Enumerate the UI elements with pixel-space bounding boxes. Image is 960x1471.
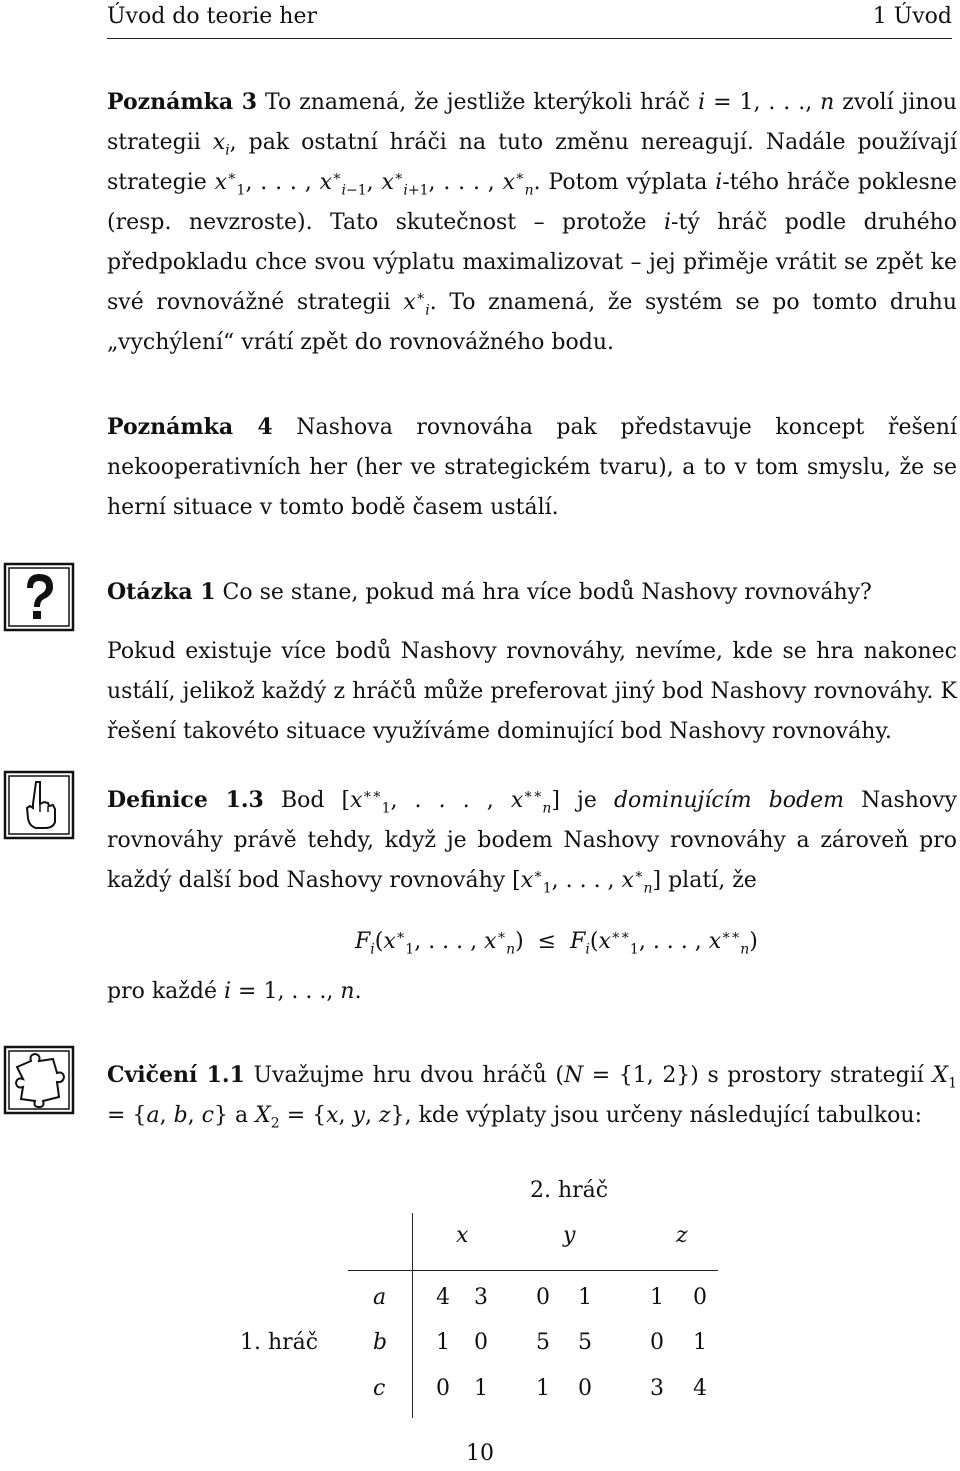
remark-3-label: Poznámka 3 bbox=[107, 89, 258, 115]
table-cell: 5 bbox=[536, 1330, 550, 1355]
remark-3: Poznámka 3 To znamená, že jestliže kterýkoli hráč i = 1, . . ., n zvolí jinou strategii $x_i$, pak ostatní hráči na tuto změnu nereagují. Nadále používají strategie $x^∗_1$, . . . , $x^∗_{i-1}$, $x^∗_{i+1}$, . . . , $x^∗_n$. Potom výplata i-tého hráče poklesne (resp. nevzroste). Tato skutečnost – protože i-tý hráč podle druhého předpokladu chce svou výplatu maximalizovat – jej přiměje vrátit se zpět ke své rovnovážné strategii $x^∗_i$. To znamená, že systém se po tomto druhu „vychýlení“ vrátí zpět do rovnovážného bodu. bbox=[107, 89, 958, 355]
answer-paragraph: Pokud existuje více bodů Nashovy rovnováhy, nevíme, kde se hra nakonec ustálí, jelikož každý z hráčů může preferovat jiný bod Nashovy rovnováhy. K řešení takovéto situace využíváme dominující bod Nashovy rovnováhy. bbox=[107, 639, 957, 744]
table-cell: 0 bbox=[693, 1285, 707, 1310]
remark-4 bbox=[107, 407, 957, 528]
exercise-text-1: Uvažujme hru dvou hráčů bbox=[253, 1063, 547, 1088]
table-cell: 1 bbox=[693, 1330, 707, 1355]
remark-3-text-1: To znamená, že jestliže kterýkoli hráč bbox=[265, 90, 691, 115]
question-icon bbox=[3, 562, 75, 632]
remark-3-text-6: -tý hráč podle druhého předpokladu chce svou výplatu maximalizovat – jej přiměje vrátit se zpět ke své rovnovážné strategii bbox=[107, 210, 957, 315]
question-1 bbox=[107, 572, 957, 613]
remark-3-text-3: , pak ostatní hráči na tuto změnu nereagují. Nadále používají strategie bbox=[107, 130, 957, 195]
definition-text-2: je bbox=[577, 788, 597, 813]
remark-3-text-4: . Potom výplata bbox=[533, 170, 708, 195]
table-cell: 5 bbox=[578, 1330, 592, 1355]
player-1-label: 1. hráč bbox=[240, 1330, 319, 1355]
table-cell: 0 bbox=[474, 1330, 488, 1355]
definition-term: dominujícím bodem bbox=[613, 788, 844, 813]
remark-3-text-7: . To znamená, že systém se po tomto druhu „vychýlení“ vrátí zpět do rovnovážného bodu. bbox=[107, 290, 958, 355]
definition-text-1: Bod bbox=[280, 788, 325, 813]
definition-1-3: Definice 1.3 Bod [$x^{∗∗}_1$, . . . , $x^{∗∗}_n$] je dominujícím bodem Nashovy rovnováhy právě tehdy, když je bodem Nashovy rovnováhy a zároveň pro každý další bod Nashovy rovnováhy [$x^∗_1$, . . . , $x^∗_n$] platí, že bbox=[107, 786, 958, 897]
remark-3-text-2: zvolí jinou strategii bbox=[107, 90, 958, 155]
exercise-text-3: a bbox=[234, 1103, 249, 1128]
table-cell: 4 bbox=[436, 1285, 450, 1310]
page-number: 10 bbox=[466, 1441, 494, 1466]
col-header-z: z bbox=[676, 1223, 688, 1248]
remark-4-text: Nashova rovnováha pak představuje koncept řešení nekooperativních her (her ve strategickém tvaru), a to v tom smyslu, že se herní situace v tomto bodě časem ustálí. bbox=[107, 415, 957, 520]
for-each-text: pro každé bbox=[107, 979, 217, 1004]
table-cell: 3 bbox=[650, 1376, 664, 1401]
table-cell: 0 bbox=[650, 1330, 664, 1355]
table-cell: 0 bbox=[536, 1285, 550, 1310]
table-cell: 1 bbox=[650, 1285, 664, 1310]
table-cell: 0 bbox=[578, 1376, 592, 1401]
player-2-label: 2. hráč bbox=[530, 1178, 609, 1203]
table-cell: 1 bbox=[436, 1330, 450, 1355]
dominance-formula: $F_i(x^∗_1$, . . . , $x^∗_n) \le F_i(x^{∗∗}_1$, . . . , $x^{∗∗}_n$) bbox=[355, 927, 758, 958]
row-label-b: b bbox=[373, 1330, 388, 1355]
definition-text-4: platí, že bbox=[668, 868, 757, 893]
table-vertical-rule bbox=[412, 1213, 413, 1418]
table-horizontal-rule bbox=[348, 1270, 718, 1271]
question-1-text: Co se stane, pokud má hra více bodů Nashovy rovnováhy? bbox=[222, 580, 872, 605]
pointing-hand-icon bbox=[3, 770, 75, 840]
col-header-x: x bbox=[456, 1223, 469, 1248]
table-cell: 4 bbox=[693, 1376, 707, 1401]
table-cell: 0 bbox=[436, 1376, 450, 1401]
remark-3-text-5: -tého hráče poklesne (resp. nevzroste). Tato skutečnost – protože bbox=[107, 170, 957, 235]
question-1-label: Otázka 1 bbox=[107, 579, 216, 605]
table-cell: 1 bbox=[578, 1285, 592, 1310]
definition-text-3: Nashovy rovnováhy právě tehdy, když je bodem Nashovy rovnováhy a zároveň pro každý další bod Nashovy rovnováhy bbox=[107, 788, 958, 893]
table-cell: 1 bbox=[474, 1376, 488, 1401]
row-label-a: a bbox=[373, 1285, 387, 1310]
table-cell: 1 bbox=[536, 1376, 550, 1401]
table-cell: 3 bbox=[474, 1285, 488, 1310]
header-title: Úvod do teorie her bbox=[107, 4, 317, 29]
header-section: 1 Úvod bbox=[872, 4, 952, 29]
for-each-i: pro každé i = 1, . . ., n. bbox=[107, 979, 362, 1004]
col-header-y: y bbox=[563, 1223, 576, 1248]
exercise-text-4: , kde výplaty jsou určeny následující tabulkou: bbox=[404, 1103, 922, 1128]
running-header bbox=[107, 0, 952, 39]
exercise-label: Cvičení 1.1 bbox=[107, 1062, 245, 1088]
exercise-text-2: s prostory strategií bbox=[707, 1063, 924, 1088]
exercise-1-1: Cvičení 1.1 Uvažujme hru dvou hráčů (N = {1, 2}) s prostory strategií $X_1 = \{a$, b, c} a $X_2 = \{x$, y, z}, kde výplaty jsou určeny následující tabulkou: bbox=[107, 1062, 957, 1132]
definition-label: Definice 1.3 bbox=[107, 787, 264, 813]
row-label-c: c bbox=[373, 1376, 386, 1401]
puzzle-icon bbox=[3, 1045, 75, 1115]
remark-4-label: Poznámka 4 bbox=[107, 414, 273, 440]
